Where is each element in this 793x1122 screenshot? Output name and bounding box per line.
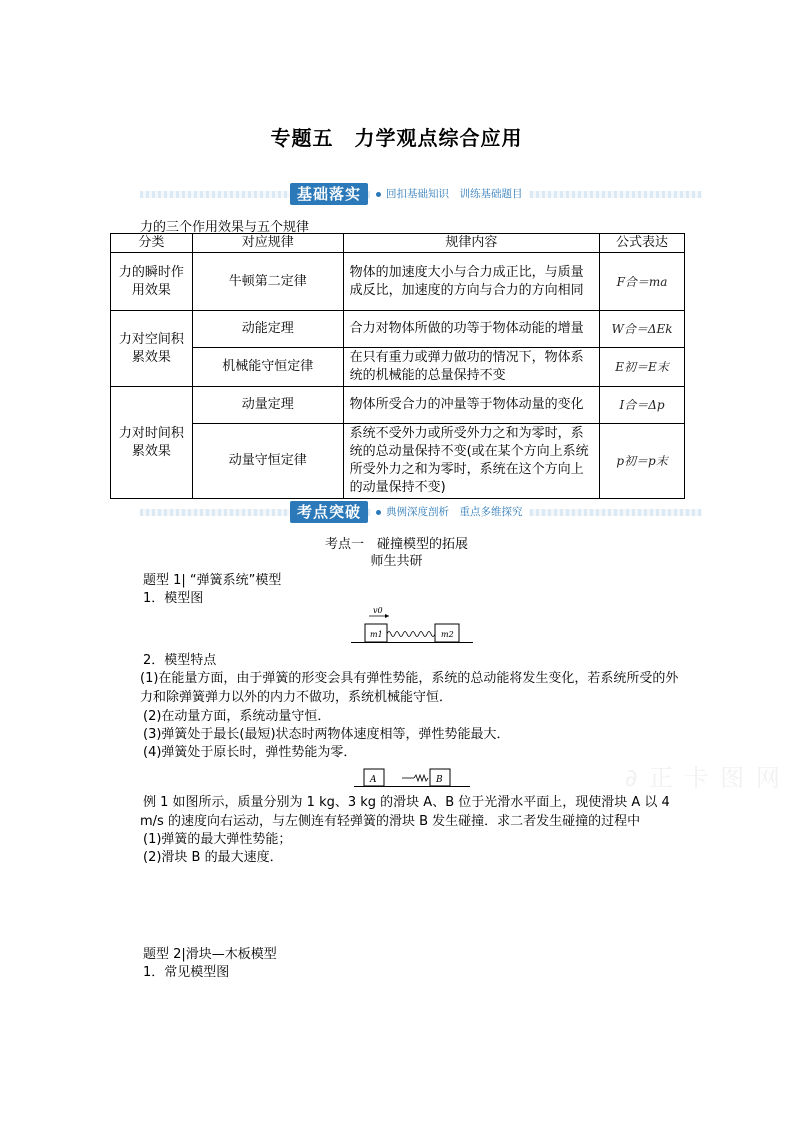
- table-row: [111, 311, 685, 348]
- block-b-label: B: [436, 775, 443, 785]
- content-cell: 系统不受外力或所受外力之和为零时，系统的总动量保持不变(或在某个方向上系统所受外力之和为零时，系统在这个方向上的动量保持不变): [343, 424, 600, 499]
- block-m2-label: m2: [441, 630, 454, 639]
- header-formula: 公式表达: [600, 234, 685, 253]
- model-point-2: (2)在动量方面，系统动量守恒．: [143, 709, 331, 724]
- law-cell: 动量定理: [192, 387, 343, 424]
- model-point-1-text: (1)在能量方面，由于弹簧的形变会具有弹性势能，系统的总动能将发生变化，若系统所受的外力和除弹簧弹力以外的内力不做功，系统机械能守恒．: [140, 671, 679, 705]
- example1-question-1: (1)弹簧的最大弹性势能；: [143, 832, 292, 847]
- content-cell: 在只有重力或弹力做功的情况下，物体系统的机械能的总量保持不变: [343, 348, 600, 387]
- content-cell: 物体所受合力的冲量等于物体动量的变化: [343, 387, 600, 424]
- formula-cell: p初＝p末: [600, 424, 685, 499]
- model-point-4: (4)弹簧处于原长时，弹性势能为零．: [143, 745, 357, 760]
- table-row: [111, 253, 685, 311]
- table-header-row: [111, 234, 685, 253]
- type1-item2: 2．模型特点: [143, 653, 217, 668]
- example1-text: 例 1 如图所示，质量分别为 1 kg、3 kg 的滑块 A、B 位于光滑水平面上，现使滑块 A 以 4 m/s 的速度向右运动，与左侧连有轻弹簧的滑块 B 发生碰撞．求二者发生碰撞的过程中: [140, 795, 670, 829]
- category-cell: 力对时间积累效果: [111, 387, 193, 499]
- table-row: [111, 387, 685, 424]
- law-cell: 机械能守恒定律: [192, 348, 343, 387]
- header-content: 规律内容: [343, 234, 600, 253]
- page-title: 专题五 力学观点综合应用: [270, 126, 523, 150]
- laws-table: [110, 233, 685, 499]
- spring-system-figure: [345, 604, 475, 648]
- content-cell: 合力对物体所做的功等于物体动能的增量: [343, 311, 600, 348]
- table-row: [111, 424, 685, 499]
- table-row: [111, 348, 685, 387]
- banner-subtitle-text: 典例深度剖析 重点多维探究: [386, 506, 523, 518]
- header-law: 对应规律: [192, 234, 343, 253]
- category-cell: 力对空间积累效果: [111, 311, 193, 387]
- banner-tag: 基础落实: [290, 183, 368, 205]
- spring-shape: [414, 775, 428, 781]
- category-cell: 力的瞬时作用效果: [111, 253, 193, 311]
- type2-heading: 题型 2|滑块—木板模型: [143, 947, 277, 962]
- banner-tag: 考点突破: [290, 501, 368, 523]
- type2-item1: 1．常见模型图: [143, 965, 230, 980]
- dot-icon: [376, 192, 381, 197]
- header-category: 分类: [111, 234, 193, 253]
- example1-question-2: (2)滑块 B 的最大速度．: [143, 850, 283, 865]
- model-point-1: [140, 669, 685, 707]
- spring-shape: [387, 632, 435, 637]
- block-a-label: A: [370, 775, 377, 785]
- model-point-3: (3)弹簧处于最长(最短)状态时两物体速度相等，弹性势能最大．: [143, 727, 510, 742]
- block-m1-label: m1: [370, 630, 383, 639]
- watermark: ∂ 正 卡 图 网: [625, 764, 782, 792]
- formula-cell: I合＝Δp: [600, 387, 685, 424]
- banner-subtitle-text: 回扣基础知识 训练基础题目: [386, 188, 523, 200]
- law-cell: 动能定理: [192, 311, 343, 348]
- section-heading: 考点一 碰撞模型的拓展: [324, 537, 468, 552]
- formula-cell: E初＝E末: [600, 348, 685, 387]
- section-banner-basics: [140, 182, 702, 206]
- content-cell: 物体的加速度大小与合力成正比，与质量成反比，加速度的方向与合力的方向相同: [343, 253, 600, 311]
- velocity-label: v0: [373, 606, 383, 615]
- dot-icon: [376, 510, 381, 515]
- blocks-ab-figure: [352, 764, 472, 792]
- formula-cell: F合＝ma: [600, 253, 685, 311]
- law-cell: 动量守恒定律: [192, 424, 343, 499]
- banner-subtitle: [370, 184, 529, 204]
- formula-cell: W合＝ΔEk: [600, 311, 685, 348]
- banner-subtitle: [370, 502, 529, 522]
- table-caption: 力的三个作用效果与五个规律: [140, 220, 310, 235]
- law-cell: 牛顿第二定律: [192, 253, 343, 311]
- section-subheading: 师生共研: [370, 554, 423, 569]
- section-banner-breakthrough: [140, 500, 702, 524]
- type1-item1: 1．模型图: [143, 591, 204, 606]
- type1-heading: 题型 1| “弹簧系统”模型: [143, 573, 282, 588]
